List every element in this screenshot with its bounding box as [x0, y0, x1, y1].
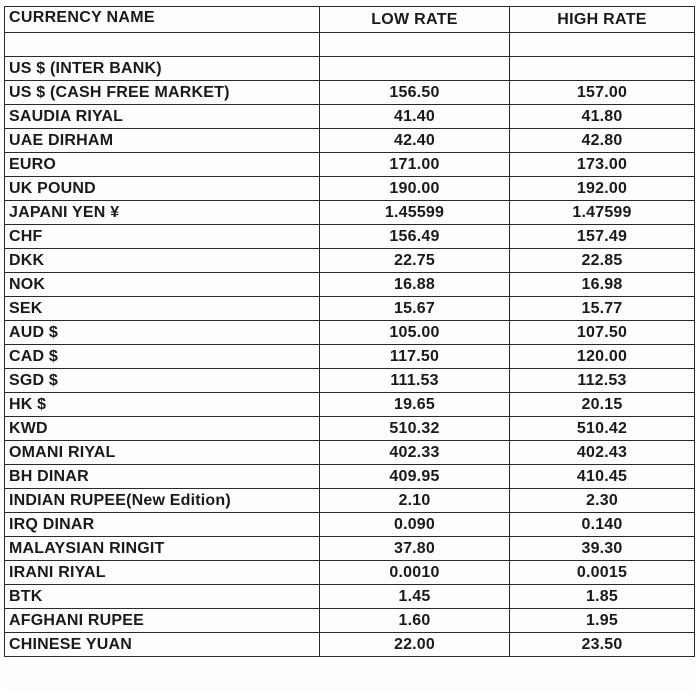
currency-name-cell: UAE DIRHAM [5, 129, 320, 153]
table-row [5, 201, 695, 225]
high-rate-cell: 16.98 [510, 273, 695, 297]
low-rate-cell: 111.53 [320, 369, 510, 393]
high-rate-cell [510, 57, 695, 81]
currency-name-cell: JAPANI YEN ¥ [5, 201, 320, 225]
table-row [5, 393, 695, 417]
high-rate-cell: 107.50 [510, 321, 695, 345]
table-row [5, 57, 695, 81]
high-rate-cell: 15.77 [510, 297, 695, 321]
table-row [5, 153, 695, 177]
low-rate-cell: 156.50 [320, 81, 510, 105]
table-spacer-row [5, 33, 695, 57]
low-rate-cell: 22.75 [320, 249, 510, 273]
low-rate-cell: 190.00 [320, 177, 510, 201]
table-row [5, 81, 695, 105]
table-row [5, 513, 695, 537]
high-rate-cell: 157.49 [510, 225, 695, 249]
low-rate-cell: 0.090 [320, 513, 510, 537]
low-rate-cell: 1.45 [320, 585, 510, 609]
table-row [5, 177, 695, 201]
table-row [5, 609, 695, 633]
header-high-rate: HIGH RATE [510, 7, 695, 33]
table-row [5, 249, 695, 273]
currency-name-cell: US $ (INTER BANK) [5, 57, 320, 81]
high-rate-cell: 173.00 [510, 153, 695, 177]
rate-sheet [4, 6, 694, 692]
high-rate-cell: 157.00 [510, 81, 695, 105]
low-rate-cell: 510.32 [320, 417, 510, 441]
high-rate-cell: 1.95 [510, 609, 695, 633]
low-rate-cell: 15.67 [320, 297, 510, 321]
currency-name-cell: INDIAN RUPEE(New Edition) [5, 489, 320, 513]
low-rate-cell: 16.88 [320, 273, 510, 297]
currency-name-cell: DKK [5, 249, 320, 273]
currency-name-cell: SGD $ [5, 369, 320, 393]
table-row [5, 441, 695, 465]
table-row [5, 489, 695, 513]
high-rate-cell: 1.85 [510, 585, 695, 609]
low-rate-cell: 37.80 [320, 537, 510, 561]
table-row [5, 345, 695, 369]
low-rate-cell: 0.0010 [320, 561, 510, 585]
high-rate-cell: 0.0015 [510, 561, 695, 585]
high-rate-cell: 510.42 [510, 417, 695, 441]
high-rate-cell: 22.85 [510, 249, 695, 273]
high-rate-cell: 112.53 [510, 369, 695, 393]
header-currency-name: CURRENCY NAME [5, 7, 320, 33]
low-rate-cell: 22.00 [320, 633, 510, 657]
low-rate-cell: 409.95 [320, 465, 510, 489]
currency-name-cell: IRANI RIYAL [5, 561, 320, 585]
low-rate-cell: 41.40 [320, 105, 510, 129]
currency-name-cell: BH DINAR [5, 465, 320, 489]
table-row [5, 273, 695, 297]
high-rate-cell: 402.43 [510, 441, 695, 465]
low-rate-cell: 117.50 [320, 345, 510, 369]
high-rate-cell: 20.15 [510, 393, 695, 417]
currency-name-cell: BTK [5, 585, 320, 609]
table-row [5, 297, 695, 321]
high-rate-cell: 192.00 [510, 177, 695, 201]
currency-name-cell: EURO [5, 153, 320, 177]
table-row [5, 105, 695, 129]
low-rate-cell: 105.00 [320, 321, 510, 345]
low-rate-cell: 1.60 [320, 609, 510, 633]
low-rate-cell: 42.40 [320, 129, 510, 153]
high-rate-cell: 23.50 [510, 633, 695, 657]
currency-name-cell: HK $ [5, 393, 320, 417]
currency-rate-table [4, 6, 695, 657]
currency-name-cell: CHINESE YUAN [5, 633, 320, 657]
header-low-rate: LOW RATE [320, 7, 510, 33]
table-row [5, 465, 695, 489]
table-row [5, 633, 695, 657]
table-row [5, 537, 695, 561]
table-row [5, 369, 695, 393]
high-rate-cell: 0.140 [510, 513, 695, 537]
table-row [5, 321, 695, 345]
high-rate-cell: 42.80 [510, 129, 695, 153]
currency-name-cell: CHF [5, 225, 320, 249]
currency-name-cell: CAD $ [5, 345, 320, 369]
high-rate-cell: 120.00 [510, 345, 695, 369]
spacer-cell [5, 33, 320, 57]
currency-name-cell: UK POUND [5, 177, 320, 201]
currency-name-cell: MALAYSIAN RINGIT [5, 537, 320, 561]
currency-name-cell: IRQ DINAR [5, 513, 320, 537]
low-rate-cell: 2.10 [320, 489, 510, 513]
low-rate-cell: 156.49 [320, 225, 510, 249]
currency-name-cell: OMANI RIYAL [5, 441, 320, 465]
table-row [5, 561, 695, 585]
high-rate-cell: 2.30 [510, 489, 695, 513]
spacer-cell [510, 33, 695, 57]
table-row [5, 129, 695, 153]
currency-name-cell: AUD $ [5, 321, 320, 345]
table-header-row [5, 7, 695, 33]
low-rate-cell: 402.33 [320, 441, 510, 465]
currency-name-cell: US $ (CASH FREE MARKET) [5, 81, 320, 105]
table-row [5, 417, 695, 441]
high-rate-cell: 410.45 [510, 465, 695, 489]
table-body [5, 33, 695, 657]
currency-name-cell: NOK [5, 273, 320, 297]
low-rate-cell: 1.45599 [320, 201, 510, 225]
high-rate-cell: 1.47599 [510, 201, 695, 225]
high-rate-cell: 39.30 [510, 537, 695, 561]
low-rate-cell [320, 57, 510, 81]
currency-name-cell: SAUDIA RIYAL [5, 105, 320, 129]
low-rate-cell: 171.00 [320, 153, 510, 177]
high-rate-cell: 41.80 [510, 105, 695, 129]
spacer-cell [320, 33, 510, 57]
table-row [5, 225, 695, 249]
low-rate-cell: 19.65 [320, 393, 510, 417]
table-row [5, 585, 695, 609]
currency-name-cell: AFGHANI RUPEE [5, 609, 320, 633]
currency-name-cell: KWD [5, 417, 320, 441]
currency-name-cell: SEK [5, 297, 320, 321]
